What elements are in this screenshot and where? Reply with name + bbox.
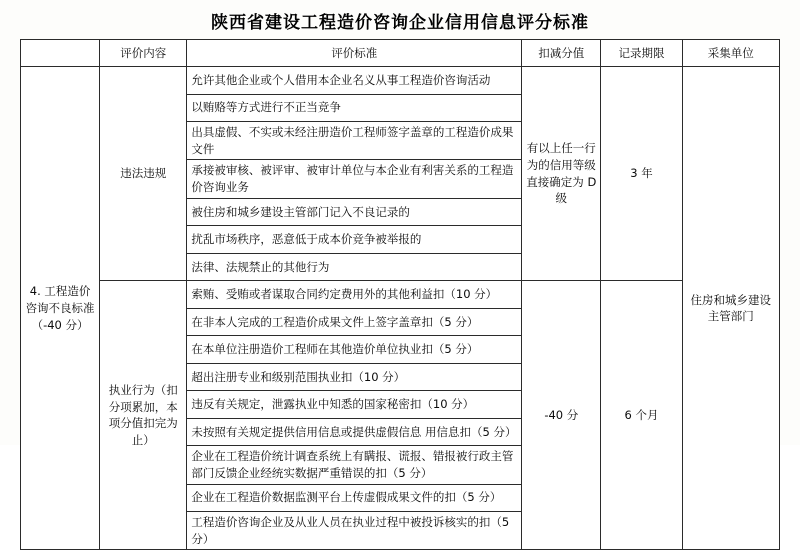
- credit-score-standard-table: [20, 39, 780, 550]
- section-label-cell: 4. 工程造价咨询不良标准（-40 分）: [21, 67, 100, 550]
- criteria-cell: 索贿、受贿或者谋取合同约定费用外的其他利益扣（10 分）: [187, 281, 522, 309]
- header-record-period: 记录期限: [601, 40, 682, 67]
- group-record-period-cell: 6 个月: [601, 281, 682, 550]
- criteria-cell: 出具虚假、不实或未经注册造价工程师签字盖章的工程造价成果文件: [187, 122, 522, 160]
- criteria-cell: 允许其他企业或个人借用本企业名义从事工程造价咨询活动: [187, 67, 522, 95]
- header-deduction: 扣减分值: [522, 40, 601, 67]
- page-title: 陕西省建设工程造价咨询企业信用信息评分标准: [211, 13, 589, 33]
- header-evaluation-criteria: 评价标准: [187, 40, 522, 67]
- criteria-cell: 法律、法规禁止的其他行为: [187, 253, 522, 281]
- criteria-cell: 未按照有关规定提供信用信息或提供虚假信息 用信息扣（5 分）: [187, 418, 522, 446]
- criteria-cell: 工程造价咨询企业及从业人员在执业过程中被投诉核实的扣（5 分）: [187, 512, 522, 550]
- criteria-cell: 承接被审核、被评审、被审计单位与本企业有利害关系的工程造价咨询业务: [187, 160, 522, 198]
- criteria-cell: 企业在工程造价数据监测平台上传虚假成果文件的扣（5 分）: [187, 484, 522, 512]
- header-evaluation-content: 评价内容: [100, 40, 187, 67]
- table-row: [21, 281, 780, 309]
- criteria-cell: 企业在工程造价统计调查系统上有瞒报、谎报、错报被行政主管部门反馈企业经统实数据严重错误的扣（5 分）: [187, 446, 522, 484]
- table-header-row: [21, 40, 780, 67]
- table-row: [21, 67, 780, 95]
- criteria-cell: 超出注册专业和级别范围执业扣（10 分）: [187, 363, 522, 391]
- group-deduction-cell: -40 分: [522, 281, 601, 550]
- criteria-cell: 扰乱市场秩序，恶意低于成本价竞争被举报的: [187, 226, 522, 254]
- group-content-cell: 执业行为（扣分项累加，本项分值扣完为止）: [100, 281, 187, 550]
- criteria-cell: 违反有关规定，泄露执业中知悉的国家秘密扣（10 分）: [187, 391, 522, 419]
- header-collect-unit: 采集单位: [682, 40, 779, 67]
- collect-unit-cell: 住房和城乡建设主管部门: [682, 67, 779, 550]
- group-deduction-cell: 有以上任一行为的信用等级直接确定为 D 级: [522, 67, 601, 281]
- group-record-period-cell: 3 年: [601, 67, 682, 281]
- criteria-cell: 在本单位注册造价工程师在其他造价单位执业扣（5 分）: [187, 336, 522, 364]
- criteria-cell: 以贿赂等方式进行不正当竞争: [187, 94, 522, 122]
- group-content-cell: 违法违规: [100, 67, 187, 281]
- header-blank: [21, 40, 100, 67]
- criteria-cell: 在非本人完成的工程造价成果文件上签字盖章扣（5 分）: [187, 308, 522, 336]
- criteria-cell: 被住房和城乡建设主管部门记入不良记录的: [187, 198, 522, 226]
